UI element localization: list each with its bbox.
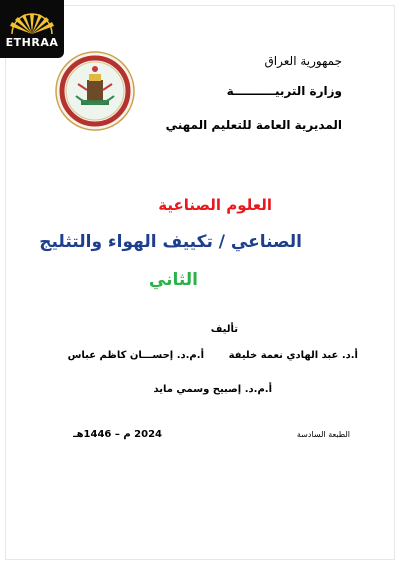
author-name: أ.د. عبد الهادي نعمة خليفة xyxy=(228,350,358,361)
author-name: أ.م.د. إحســـان كاظم عباس xyxy=(67,350,204,361)
directorate-label: المديرية العامة للتعليم المهني xyxy=(165,118,342,132)
specialty-title: الصناعي / تكييف الهواء والتثليج xyxy=(39,232,302,252)
subject-title: العلوم الصناعية xyxy=(158,196,272,214)
ministry-seal-icon xyxy=(54,50,136,132)
logo-text: ETHRAA xyxy=(5,36,59,49)
ministry-label: وزارة التربيــــــــــة xyxy=(226,84,342,98)
edition-label: الطبعة السادسة xyxy=(296,430,350,439)
republic-label: جمهورية العراق xyxy=(264,54,342,68)
sunburst-icon xyxy=(0,0,64,40)
grade-title: الثاني xyxy=(148,270,198,290)
publication-year: 2024 م – 1446هـ xyxy=(73,429,162,440)
author-name: أ.م.د. إصبيح وسمي مايد xyxy=(153,384,272,395)
authored-by-label: تأليف xyxy=(210,324,238,335)
